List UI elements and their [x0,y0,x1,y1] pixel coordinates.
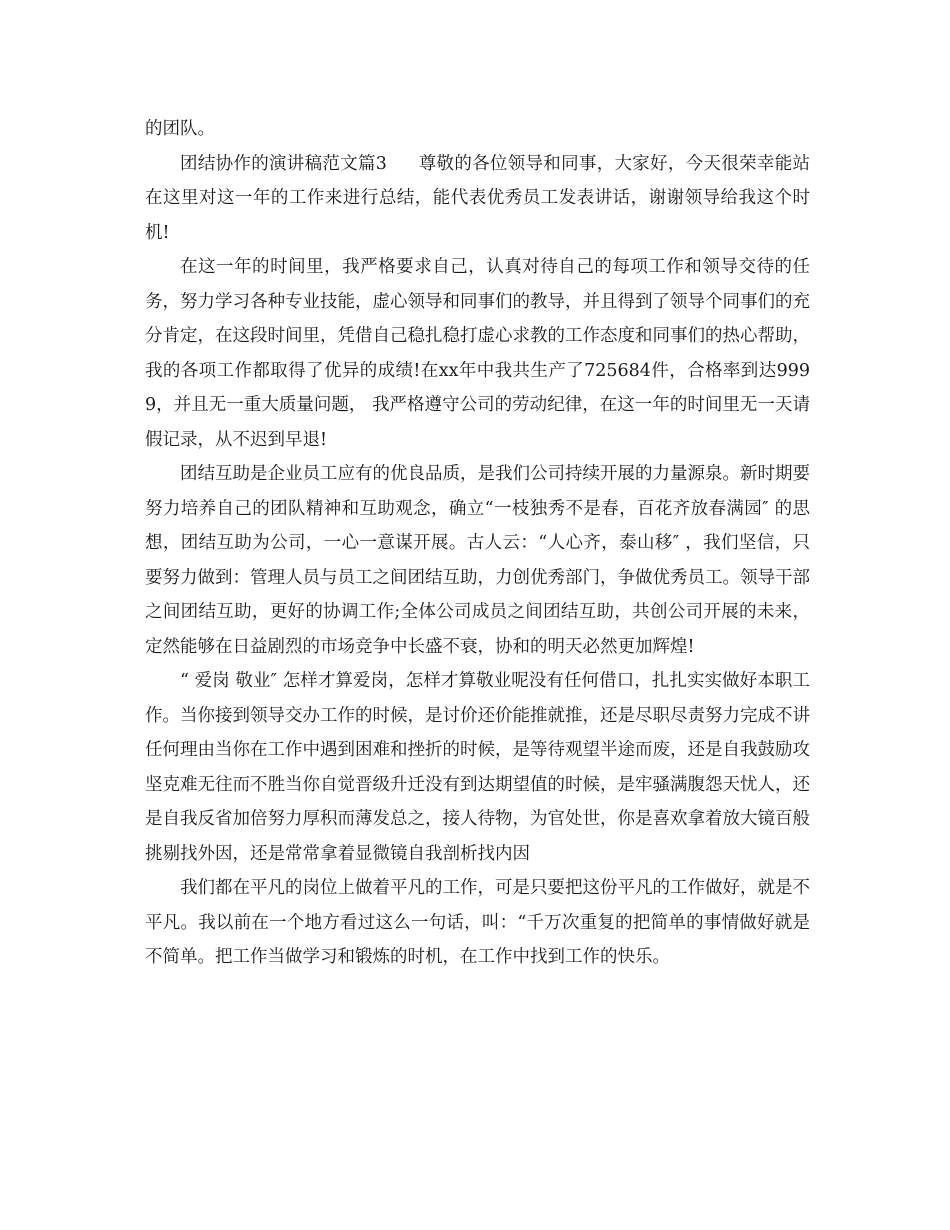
speech-opening: 尊敬的各位领导和同事，大家好，今天很荣幸能站在这里对这一年的工作来进行总结，能代表优秀员工发表讲话，谢谢领导给我这个时机! [145,153,810,243]
paragraph-team-spirit: 团结互助是企业员工应有的优良品质，是我们公司持续开展的力量源泉。新时期要努力培养自己的团队精神和互助观念，确立“一枝独秀不是春，百花齐放春满园″ 的思想，团结互助为公司，一心一意谋开展。古人云：“人心齐，泰山移″ ，我们坚信，只要努力做到：管理人员与员工之间团结互助，力创优秀部门，争做优秀员工。领导干部之间团结互助，更好的协调工作;全体公司成员之间团结互助，共创公司开展的未来，定然能够在日益剧烈的市场竞争中长盛不衰，协和的明天必然更加辉煌! [145,464,810,657]
paragraph-team-ending: 的团队。 [145,119,215,139]
paragraph-year-review: 在这一年的时间里，我严格要求自己，认真对待自己的每项工作和领导交待的任务，努力学习各种专业技能，虚心领导和同事们的教导，并且得到了领导个同事们的充分肯定，在这段时间里，凭借自己稳扎稳打虚心求教的工作态度和同事们的热心帮助，我的各项工作都取得了优异的成绩!在xx年中我共生产了725684件，合格率到达9999，并且无一重大质量问题， 我严格遵守公司的劳动纪律，在这一年的时间里无一天请假记录，从不迟到早退! [145,257,810,450]
speech-title: 团结协作的演讲稿范文篇3 [180,153,387,174]
document-body [145,112,810,975]
paragraph-ordinary-work: 我们都在平凡的岗位上做着平凡的工作，可是只要把这份平凡的工作做好，就是不平凡。我以前在一个地方看过这么一句话，叫：“千万次重复的把简单的事情做好就是不简单。把工作当做学习和锻炼的时机，在工作中找到工作的快乐。 [145,878,810,967]
paragraph-dedication: “ 爱岗 敬业″ 怎样才算爱岗，怎样才算敬业呢没有任何借口，扎扎实实做好本职工作。当你接到领导交办工作的时候，是讨价还价能推就推，还是尽职尽责努力完成不讲任何理由当你在工作中遇到困难和挫折的时候，是等待观望半途而废，还是自我鼓励攻坚克难无往而不胜当你自觉晋级升迁没有到达期望值的时候，是牢骚满腹怨天忧人，还是自我反省加倍努力厚积而薄发总之，接人待物，为官处世，你是喜欢拿着放大镜百般挑剔找外因，还是常常拿着显微镜自我剖析找内因 [145,671,810,864]
paragraph-speech-title [145,147,810,251]
